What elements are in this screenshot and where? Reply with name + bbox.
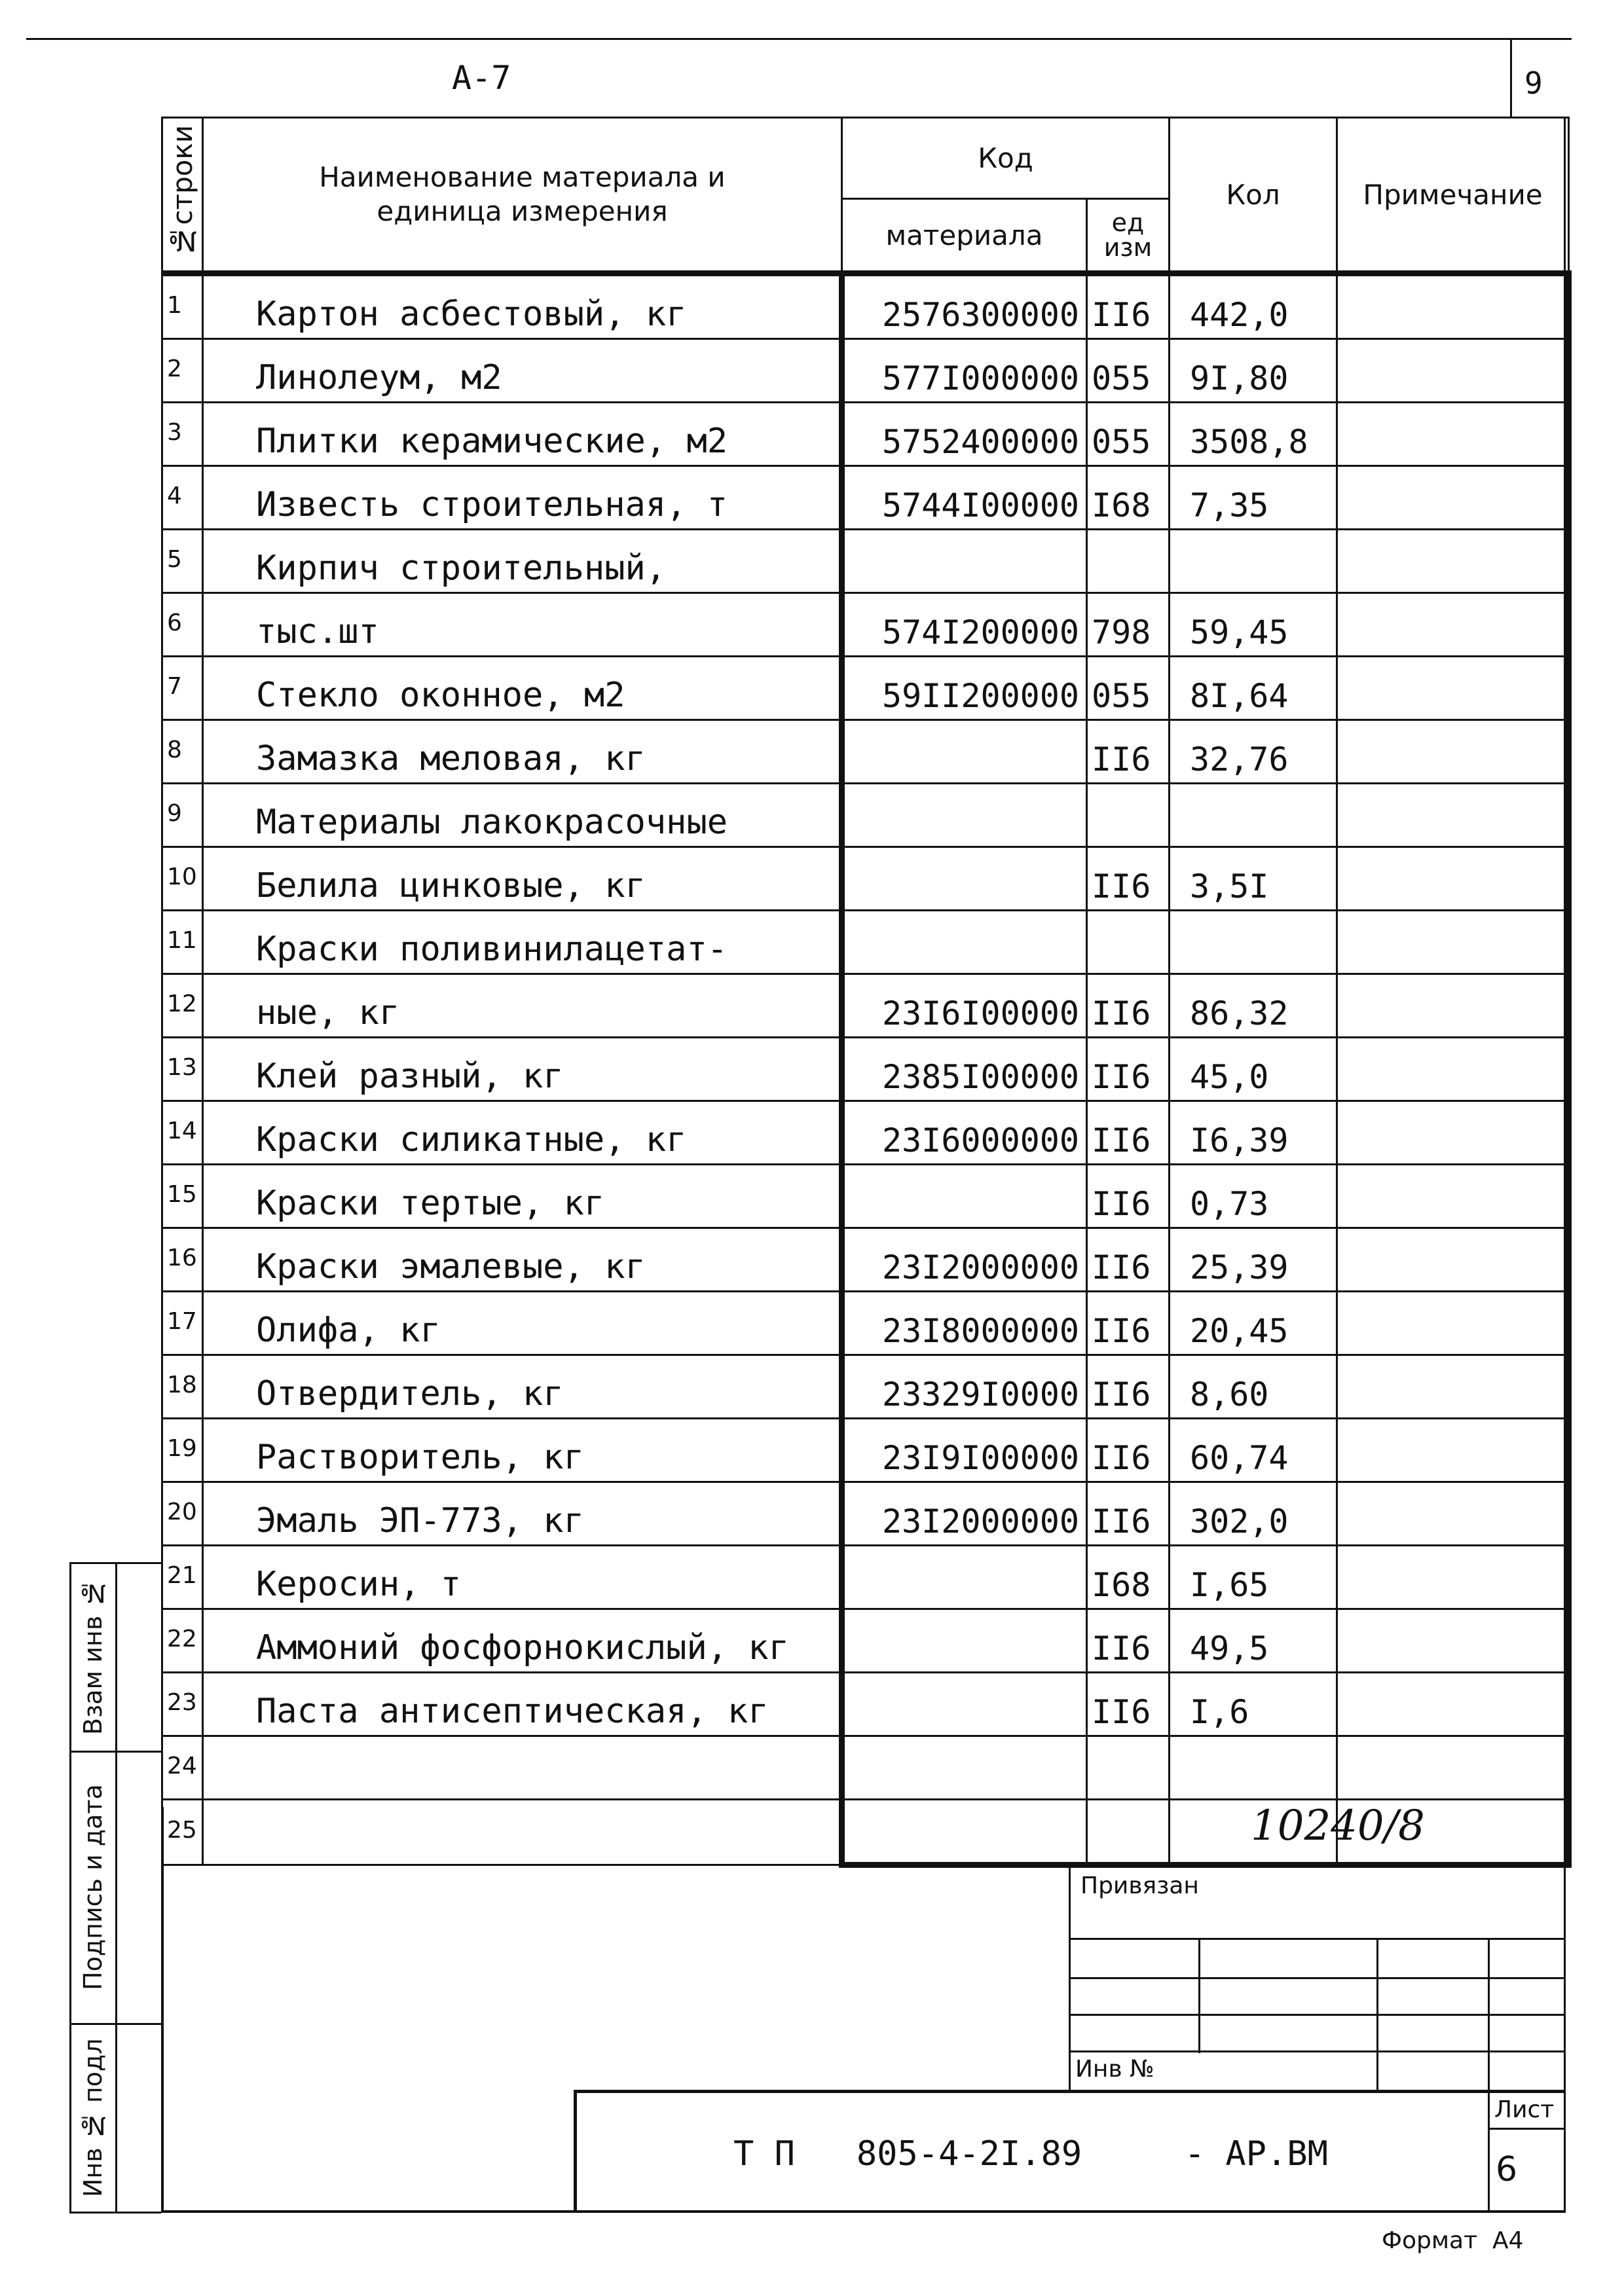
- row-unit: [1087, 1736, 1170, 1800]
- row-note: [1337, 1038, 1569, 1101]
- row-code: 2385I00000: [842, 1038, 1087, 1101]
- row-unit: II6: [1087, 974, 1170, 1038]
- row-number: 10: [162, 847, 203, 911]
- row-code: [842, 784, 1087, 847]
- row-qty: I6,39: [1170, 1101, 1337, 1165]
- row-unit: II6: [1087, 1419, 1170, 1482]
- row-name: Краски поливинилацетат-: [203, 911, 842, 974]
- row-unit: II6: [1087, 1292, 1170, 1355]
- row-qty: 86,32: [1170, 974, 1337, 1038]
- row-name: Белила цинковые, кг: [203, 847, 842, 911]
- row-note: [1337, 784, 1569, 847]
- row-name: Краски эмалевые, кг: [203, 1228, 842, 1292]
- row-name: Отвердитель, кг: [203, 1355, 842, 1419]
- table-row: [162, 1609, 1569, 1673]
- row-code: [842, 1546, 1087, 1609]
- table-row: [162, 911, 1569, 974]
- table-row: [162, 1482, 1569, 1546]
- row-code: [842, 911, 1087, 974]
- row-unit: 055: [1087, 657, 1170, 720]
- row-number: 22: [162, 1609, 203, 1673]
- row-qty: I,65: [1170, 1546, 1337, 1609]
- row-note: [1337, 657, 1569, 720]
- row-note: [1337, 1736, 1569, 1800]
- row-number: 5: [162, 530, 203, 593]
- row-note: [1337, 847, 1569, 911]
- col-header-note: Примечание: [1337, 118, 1569, 274]
- row-code: [842, 530, 1087, 593]
- row-qty: [1170, 530, 1337, 593]
- row-qty: 9I,80: [1170, 339, 1337, 403]
- row-number: 16: [162, 1228, 203, 1292]
- table-row: [162, 339, 1569, 403]
- row-qty: 0,73: [1170, 1165, 1337, 1228]
- privyazan-line4: [1069, 2050, 1565, 2052]
- row-qty: [1170, 1736, 1337, 1800]
- row-number: 15: [162, 1165, 203, 1228]
- row-unit: 798: [1087, 593, 1170, 657]
- row-note: [1337, 403, 1569, 466]
- row-unit: [1087, 784, 1170, 847]
- col-header-code-material: материала: [842, 199, 1087, 274]
- privyazan-vsep1: [1198, 1938, 1200, 2053]
- row-unit: 055: [1087, 403, 1170, 466]
- row-code: 5752400000: [842, 403, 1087, 466]
- table-row: [162, 720, 1569, 784]
- row-number: 25: [162, 1800, 203, 1865]
- privyazan-vsep3: [1488, 1938, 1490, 2092]
- row-qty: 442,0: [1170, 274, 1337, 339]
- row-qty: 60,74: [1170, 1419, 1337, 1482]
- row-number: 24: [162, 1736, 203, 1800]
- row-number: 18: [162, 1355, 203, 1419]
- row-code: 577I000000: [842, 339, 1087, 403]
- row-note: [1337, 593, 1569, 657]
- row-code: 23I2000000: [842, 1482, 1087, 1546]
- row-qty: 8I,64: [1170, 657, 1337, 720]
- row-name: Растворитель, кг: [203, 1419, 842, 1482]
- row-unit: II6: [1087, 1228, 1170, 1292]
- row-note: [1337, 1228, 1569, 1292]
- row-qty: [1170, 911, 1337, 974]
- col-header-code-unit: ед изм: [1087, 199, 1170, 274]
- row-note: [1337, 1419, 1569, 1482]
- handwritten-number: 10240/8: [1251, 1802, 1425, 1850]
- row-qty: 20,45: [1170, 1292, 1337, 1355]
- row-unit: II6: [1087, 1165, 1170, 1228]
- row-qty: 302,0: [1170, 1482, 1337, 1546]
- row-code: 23I8000000: [842, 1292, 1087, 1355]
- side-stamp-bottom: [69, 2212, 161, 2214]
- inv-no-label: Инв №: [1075, 2056, 1154, 2083]
- row-name: Краски тертые, кг: [203, 1165, 842, 1228]
- row-name: [203, 1800, 842, 1865]
- title-block-top: [574, 2090, 1566, 2093]
- row-unit: II6: [1087, 720, 1170, 784]
- row-note: [1337, 1355, 1569, 1419]
- row-number: 21: [162, 1546, 203, 1609]
- side-label-inv-podl: Инв № подл: [79, 2038, 107, 2198]
- row-unit: II6: [1087, 1101, 1170, 1165]
- row-unit: I68: [1087, 1546, 1170, 1609]
- table-row: [162, 1165, 1569, 1228]
- page-number-divider: [1510, 38, 1512, 117]
- row-code: [842, 1673, 1087, 1736]
- row-note: [1337, 1546, 1569, 1609]
- row-note: [1337, 1482, 1569, 1546]
- table-row: [162, 1673, 1569, 1736]
- frame-left: [161, 1807, 164, 2213]
- row-name: Замазка меловая, кг: [203, 720, 842, 784]
- row-qty: 3508,8: [1170, 403, 1337, 466]
- table-row: [162, 403, 1569, 466]
- row-code: [842, 1609, 1087, 1673]
- row-note: [1337, 720, 1569, 784]
- row-number: 23: [162, 1673, 203, 1736]
- row-name: Керосин, т: [203, 1546, 842, 1609]
- side-stamp-sep2: [69, 2023, 161, 2025]
- list-value: 6: [1496, 2150, 1518, 2189]
- row-name: Паста антисептическая, кг: [203, 1673, 842, 1736]
- table-row: [162, 530, 1569, 593]
- row-name: Олифа, кг: [203, 1292, 842, 1355]
- row-number: 14: [162, 1101, 203, 1165]
- row-name: Эмаль ЭП-773, кг: [203, 1482, 842, 1546]
- privyazan-top: [1069, 1863, 1565, 1865]
- row-name: Клей разный, кг: [203, 1038, 842, 1101]
- side-stamp-mid: [115, 1562, 117, 2213]
- row-note: [1337, 1673, 1569, 1736]
- row-code: 23I6000000: [842, 1101, 1087, 1165]
- row-number: 11: [162, 911, 203, 974]
- row-qty: 32,76: [1170, 720, 1337, 784]
- row-note: [1337, 339, 1569, 403]
- top-border-line: [26, 38, 1572, 40]
- privyazan-label: Привязан: [1080, 1872, 1199, 1899]
- row-name: Краски силикатные, кг: [203, 1101, 842, 1165]
- col-header-name: Наименование материала и единица измерения: [203, 118, 842, 274]
- row-qty: 49,5: [1170, 1609, 1337, 1673]
- table-row: [162, 1038, 1569, 1101]
- row-unit: II6: [1087, 847, 1170, 911]
- row-code: [842, 1736, 1087, 1800]
- row-number: 1: [162, 274, 203, 339]
- side-stamp-left: [69, 1562, 71, 2213]
- row-code: 23329I0000: [842, 1355, 1087, 1419]
- row-number: 3: [162, 403, 203, 466]
- row-code: [842, 1800, 1087, 1865]
- table-row: [162, 1101, 1569, 1165]
- side-stamp-sep1: [69, 1751, 161, 1753]
- col-header-qty: Кол: [1170, 118, 1337, 274]
- row-name: [203, 1736, 842, 1800]
- list-cell-left: [1488, 2090, 1490, 2212]
- table-row: [162, 1228, 1569, 1292]
- row-qty: 45,0: [1170, 1038, 1337, 1101]
- row-code: [842, 847, 1087, 911]
- table-row: [162, 466, 1569, 530]
- format-label: Формат А4: [1382, 2227, 1524, 2254]
- row-note: [1337, 1165, 1569, 1228]
- row-unit: II6: [1087, 1355, 1170, 1419]
- row-unit: I68: [1087, 466, 1170, 530]
- row-note: [1337, 974, 1569, 1038]
- row-code: [842, 720, 1087, 784]
- sheet-ref: А-7: [452, 59, 511, 97]
- side-label-vzam-inv: Взам инв №: [79, 1578, 107, 1736]
- row-number: 2: [162, 339, 203, 403]
- row-note: [1337, 530, 1569, 593]
- row-unit: II6: [1087, 1038, 1170, 1101]
- col-header-row-no: №строки: [162, 118, 203, 274]
- col-header-code: Код: [842, 118, 1170, 199]
- row-qty: I,6: [1170, 1673, 1337, 1736]
- table-row: [162, 847, 1569, 911]
- row-number: 7: [162, 657, 203, 720]
- doc-code: Т П 805-4-2I.89 - АР.ВМ: [733, 2134, 1328, 2174]
- row-unit: II6: [1087, 274, 1170, 339]
- row-unit: [1087, 530, 1170, 593]
- row-name: Линолеум, м2: [203, 339, 842, 403]
- privyazan-vsep2: [1376, 1938, 1378, 2092]
- privyazan-line2: [1069, 1977, 1565, 1979]
- row-code: [842, 1165, 1087, 1228]
- row-note: [1337, 1609, 1569, 1673]
- page-number: 9: [1524, 65, 1543, 101]
- frame-bottom: [161, 2210, 1566, 2213]
- row-note: [1337, 1101, 1569, 1165]
- row-code: 23I9I00000: [842, 1419, 1087, 1482]
- row-unit: [1087, 1800, 1170, 1865]
- row-qty: 3,5I: [1170, 847, 1337, 911]
- table-row: [162, 1419, 1569, 1482]
- row-name: Материалы лакокрасочные: [203, 784, 842, 847]
- row-note: [1337, 911, 1569, 974]
- row-name: Картон асбестовый, кг: [203, 274, 842, 339]
- row-name: Стекло оконное, м2: [203, 657, 842, 720]
- row-number: 8: [162, 720, 203, 784]
- row-note: [1337, 1292, 1569, 1355]
- row-unit: [1087, 911, 1170, 974]
- row-note: [1337, 466, 1569, 530]
- row-unit: 055: [1087, 339, 1170, 403]
- materials-table: [161, 117, 1572, 1868]
- row-note: [1337, 274, 1569, 339]
- table-row: [162, 274, 1569, 339]
- row-qty: 59,45: [1170, 593, 1337, 657]
- row-code: 23I6I00000: [842, 974, 1087, 1038]
- row-number: 4: [162, 466, 203, 530]
- row-unit: II6: [1087, 1609, 1170, 1673]
- table-row: [162, 1546, 1569, 1609]
- table-row: [162, 784, 1569, 847]
- privyazan-line1: [1069, 1938, 1565, 1940]
- title-block-left: [574, 2090, 577, 2212]
- row-qty: 8,60: [1170, 1355, 1337, 1419]
- table-row: [162, 657, 1569, 720]
- row-name: Аммоний фосфорнокислый, кг: [203, 1609, 842, 1673]
- row-code: 59II200000: [842, 657, 1087, 720]
- row-name: Известь строительная, т: [203, 466, 842, 530]
- row-code: 2576300000: [842, 274, 1087, 339]
- table-row: [162, 1355, 1569, 1419]
- row-qty: [1170, 784, 1337, 847]
- table-row: [162, 1292, 1569, 1355]
- table-row: [162, 1736, 1569, 1800]
- row-qty: 25,39: [1170, 1228, 1337, 1292]
- row-number: 20: [162, 1482, 203, 1546]
- side-label-podpis-data: Подпись и дата: [79, 1784, 107, 1991]
- table-row: [162, 974, 1569, 1038]
- list-cell-sep: [1488, 2128, 1565, 2130]
- privyazan-line3: [1069, 2014, 1565, 2016]
- row-code: 5744I00000: [842, 466, 1087, 530]
- row-unit: II6: [1087, 1673, 1170, 1736]
- row-name: ные, кг: [203, 974, 842, 1038]
- row-code: 23I2000000: [842, 1228, 1087, 1292]
- row-number: 13: [162, 1038, 203, 1101]
- row-code: 574I200000: [842, 593, 1087, 657]
- row-unit: II6: [1087, 1482, 1170, 1546]
- row-number: 12: [162, 974, 203, 1038]
- row-number: 17: [162, 1292, 203, 1355]
- row-name: тыс.шт: [203, 593, 842, 657]
- row-name: Кирпич строительный,: [203, 530, 842, 593]
- table-row: [162, 593, 1569, 657]
- list-label: Лист: [1494, 2096, 1555, 2123]
- row-name: Плитки керамические, м2: [203, 403, 842, 466]
- row-number: 19: [162, 1419, 203, 1482]
- row-qty: 7,35: [1170, 466, 1337, 530]
- row-number: 6: [162, 593, 203, 657]
- row-number: 9: [162, 784, 203, 847]
